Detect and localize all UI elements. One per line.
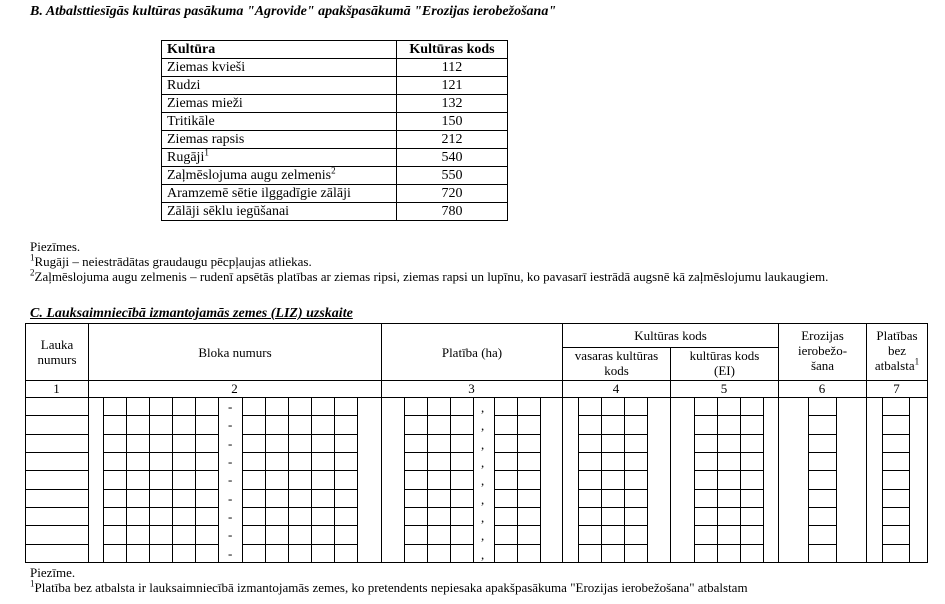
ei-code-box-horizontal	[694, 434, 763, 435]
header-unsupported-line3	[867, 358, 927, 373]
summer-code-box-horizontal	[578, 489, 647, 490]
summer-code-box-vertical	[647, 397, 648, 562]
column-number: 5	[720, 381, 728, 396]
header-field-number	[26, 337, 88, 367]
block-box-vertical	[311, 397, 312, 562]
summer-code-box-horizontal	[578, 525, 647, 526]
block-box-horizontal	[103, 544, 218, 545]
section-c-note-text: Platība bez atbalsta ir lauksaimniecībā izmantojamās zemes, ko pretendents nepiesaka apakšpasākuma "Erozijas ierobežošana" atbalstam	[34, 580, 748, 595]
area-box-vertical	[427, 397, 428, 562]
crop-code-cell: 132	[397, 95, 508, 113]
section-c-note-body	[30, 580, 748, 595]
block-box-horizontal	[242, 525, 357, 526]
field-number-rule	[25, 470, 88, 471]
header-ei-line1: kultūras kods	[689, 348, 760, 363]
erosion-box-horizontal	[808, 452, 836, 453]
area-box-horizontal	[494, 434, 540, 435]
unsupported-box-horizontal	[882, 434, 909, 435]
column-divider	[670, 347, 671, 563]
header-erosion	[779, 328, 866, 373]
note-1-marker: 1	[30, 252, 35, 263]
block-box-vertical	[334, 397, 335, 562]
ei-code-box-horizontal	[694, 452, 763, 453]
header-erosion-line3: šana	[810, 358, 835, 373]
header-summer-line2: kods	[604, 363, 629, 378]
block-separator: -	[228, 527, 233, 542]
block-separator: -	[228, 454, 233, 469]
block-box-horizontal	[103, 507, 218, 508]
area-box-vertical	[540, 397, 541, 562]
section-c-title: C. Lauksaimniecībā izmantojamās zemes (LIZ) uzskaite	[30, 306, 353, 321]
unsupported-box-horizontal	[882, 544, 909, 545]
area-decimal-separator: ,	[481, 418, 485, 433]
column-number: 4	[612, 381, 620, 396]
block-box-vertical	[103, 397, 104, 562]
crop-code-cell: 550	[397, 167, 508, 185]
unsupported-box-horizontal	[882, 489, 909, 490]
header-unsupported-area	[867, 328, 927, 373]
area-box-horizontal	[404, 544, 473, 545]
header-ei-line2: (EI)	[714, 363, 735, 378]
block-box-horizontal	[242, 415, 357, 416]
notes-title: Piezīmes.	[30, 239, 81, 254]
unsupported-box-vertical	[882, 397, 883, 562]
header-block-number: Bloka numurs	[198, 345, 272, 360]
header-area: Platība (ha)	[441, 345, 503, 360]
ei-code-box-vertical	[740, 397, 741, 562]
crop-name: Zaļmēslojuma augu zelmenis	[167, 168, 332, 183]
block-box-vertical	[149, 397, 150, 562]
crop-name: Zālāji sēklu iegūšanai	[167, 204, 290, 219]
area-decimal-separator: ,	[481, 510, 485, 525]
ei-code-box-horizontal	[694, 525, 763, 526]
erosion-box-horizontal	[808, 415, 836, 416]
crop-code-cell: 540	[397, 149, 508, 167]
unsupported-box-horizontal	[882, 507, 909, 508]
field-number-rule	[25, 544, 88, 545]
area-decimal-separator: ,	[481, 528, 485, 543]
ei-code-box-vertical	[694, 397, 695, 562]
area-box-horizontal	[404, 507, 473, 508]
summer-code-box-vertical	[624, 397, 625, 562]
section-b-title: B. Atbalsttiesīgās kultūras pasākuma "Agrovide" apakšpasākumā "Erozijas ierobežošana"	[30, 4, 557, 19]
crop-name: Tritikāle	[167, 114, 215, 129]
area-box-vertical	[450, 397, 451, 562]
header-erosion-line2: ierobežo-	[797, 343, 848, 358]
header-summer-crop-code	[563, 348, 670, 378]
block-box-horizontal	[103, 452, 218, 453]
column-divider	[927, 323, 928, 563]
column-number: 3	[468, 381, 475, 396]
unsupported-box-horizontal	[882, 415, 909, 416]
area-decimal-separator: ,	[481, 473, 485, 488]
crop-name: Ziemas mieži	[167, 96, 243, 111]
area-box-horizontal	[494, 544, 540, 545]
ei-code-box-horizontal	[694, 507, 763, 508]
block-separator: -	[228, 417, 233, 432]
block-box-horizontal	[103, 434, 218, 435]
ei-code-box-horizontal	[694, 415, 763, 416]
block-separator: -	[228, 509, 233, 524]
area-box-vertical	[517, 397, 518, 562]
summer-code-box-horizontal	[578, 434, 647, 435]
block-separator: -	[228, 472, 233, 487]
summer-code-box-horizontal	[578, 507, 647, 508]
block-box-horizontal	[242, 507, 357, 508]
block-box-vertical	[172, 397, 173, 562]
crop-code-cell: 150	[397, 113, 508, 131]
table-top-border	[25, 323, 928, 324]
summer-code-box-vertical	[601, 397, 602, 562]
summer-code-box-horizontal	[578, 544, 647, 545]
crop-column-header: Kultūra	[162, 41, 397, 59]
table-bottom-border	[25, 562, 928, 563]
erosion-box-vertical	[836, 397, 837, 562]
block-separator: -	[228, 436, 233, 451]
erosion-box-horizontal	[808, 434, 836, 435]
block-box-vertical	[218, 397, 219, 562]
ei-code-box-vertical	[717, 397, 718, 562]
block-box-horizontal	[103, 470, 218, 471]
summer-code-box-horizontal	[578, 415, 647, 416]
block-box-horizontal	[103, 525, 218, 526]
erosion-box-horizontal	[808, 489, 836, 490]
erosion-box-vertical	[808, 397, 809, 562]
crop-name: Rudzi	[167, 78, 201, 93]
erosion-box-horizontal	[808, 470, 836, 471]
block-separator: -	[228, 546, 233, 561]
area-box-vertical	[494, 397, 495, 562]
block-box-horizontal	[242, 452, 357, 453]
field-number-rule	[25, 525, 88, 526]
column-number: 6	[818, 381, 826, 396]
area-box-horizontal	[494, 507, 540, 508]
area-box-horizontal	[494, 489, 540, 490]
crop-code-cell: 212	[397, 131, 508, 149]
area-decimal-separator: ,	[481, 437, 485, 452]
block-box-horizontal	[103, 489, 218, 490]
block-separator: -	[228, 491, 233, 506]
block-box-horizontal	[242, 489, 357, 490]
area-box-horizontal	[494, 470, 540, 471]
erosion-box-horizontal	[808, 525, 836, 526]
area-box-horizontal	[494, 525, 540, 526]
section-c-note-title: Piezīme.	[30, 565, 76, 580]
field-number-rule	[25, 452, 88, 453]
ei-code-box-horizontal	[694, 470, 763, 471]
column-number: 2	[231, 381, 238, 396]
field-number-rule	[25, 489, 88, 490]
block-box-vertical	[126, 397, 127, 562]
block-box-vertical	[265, 397, 266, 562]
crop-name: Ziemas kvieši	[167, 60, 246, 75]
header-field-number-line2: numurs	[37, 352, 77, 367]
area-box-horizontal	[404, 470, 473, 471]
column-number: 1	[53, 381, 60, 396]
summer-code-box-horizontal	[578, 470, 647, 471]
unsupported-box-horizontal	[882, 452, 909, 453]
block-box-vertical	[288, 397, 289, 562]
unsupported-box-horizontal	[882, 525, 909, 526]
crop-name: Rugāji	[167, 150, 205, 165]
header-summer-line1: vasaras kultūras	[574, 348, 659, 363]
block-box-vertical	[195, 397, 196, 562]
header-erosion-line1: Erozijas	[801, 328, 844, 343]
header-unsupported-marker: 1	[914, 356, 920, 367]
crop-name: Ziemas rapsis	[167, 132, 245, 147]
field-number-rule	[25, 415, 88, 416]
block-separator: -	[228, 399, 233, 414]
area-box-horizontal	[404, 415, 473, 416]
block-box-vertical	[357, 397, 358, 562]
area-box-vertical	[404, 397, 405, 562]
area-box-horizontal	[494, 415, 540, 416]
code-column-header: Kultūras kods	[397, 41, 508, 59]
number-row-rule	[25, 397, 928, 398]
crop-code-cell: 121	[397, 77, 508, 95]
header-unsupported-line1: Platības	[876, 328, 918, 343]
field-number-rule	[25, 434, 88, 435]
area-box-horizontal	[404, 452, 473, 453]
crop-code-cell: 112	[397, 59, 508, 77]
summer-code-box-vertical	[578, 397, 579, 562]
block-box-horizontal	[242, 434, 357, 435]
unsupported-box-horizontal	[882, 470, 909, 471]
header-crop-code-ei	[671, 348, 778, 378]
ei-code-box-vertical	[763, 397, 764, 562]
note-2-text: Zaļmēslojuma augu zelmenis – rudenī apsētās platības ar ziemas ripsi, ziemas rapsi un lupīnu, ko pavasarī iestrādā augsnē kā zaļmēslojumu laukaugiem.	[34, 269, 829, 284]
block-box-horizontal	[242, 544, 357, 545]
note-2-marker: 2	[30, 267, 35, 278]
erosion-box-horizontal	[808, 544, 836, 545]
area-box-horizontal	[404, 434, 473, 435]
section-c-note-marker: 1	[30, 578, 35, 589]
area-decimal-separator: ,	[481, 455, 485, 470]
crop-footnote-marker: 1	[204, 147, 209, 158]
column-number: 7	[893, 381, 900, 396]
block-box-vertical	[242, 397, 243, 562]
header-field-number-line1: Lauka	[40, 337, 74, 352]
ei-code-box-horizontal	[694, 489, 763, 490]
crop-name: Aramzemē sētie ilggadīgie zālāji	[167, 186, 351, 201]
area-box-vertical	[473, 397, 474, 562]
header-unsupported-line3-text: atbalsta	[874, 358, 915, 373]
crop-code-cell: 720	[397, 185, 508, 203]
block-box-horizontal	[103, 415, 218, 416]
unsupported-box-vertical	[909, 397, 910, 562]
area-box-horizontal	[404, 525, 473, 526]
area-decimal-separator: ,	[481, 492, 485, 507]
section-c-note	[30, 565, 748, 595]
area-decimal-separator: ,	[481, 547, 485, 562]
block-box-horizontal	[242, 470, 357, 471]
header-crop-codes: Kultūras kods	[634, 328, 707, 343]
area-box-horizontal	[494, 452, 540, 453]
crop-footnote-marker: 2	[331, 165, 336, 176]
area-decimal-separator: ,	[481, 400, 485, 415]
note-1-text: Rugāji – neiestrādātas graudaugu pēcpļaujas atliekas.	[34, 254, 312, 269]
header-unsupported-line2: bez	[887, 343, 907, 358]
erosion-box-horizontal	[808, 507, 836, 508]
area-box-horizontal	[404, 489, 473, 490]
crop-code-cell: 780	[397, 203, 508, 221]
summer-code-box-horizontal	[578, 452, 647, 453]
field-number-rule	[25, 507, 88, 508]
ei-code-box-horizontal	[694, 544, 763, 545]
